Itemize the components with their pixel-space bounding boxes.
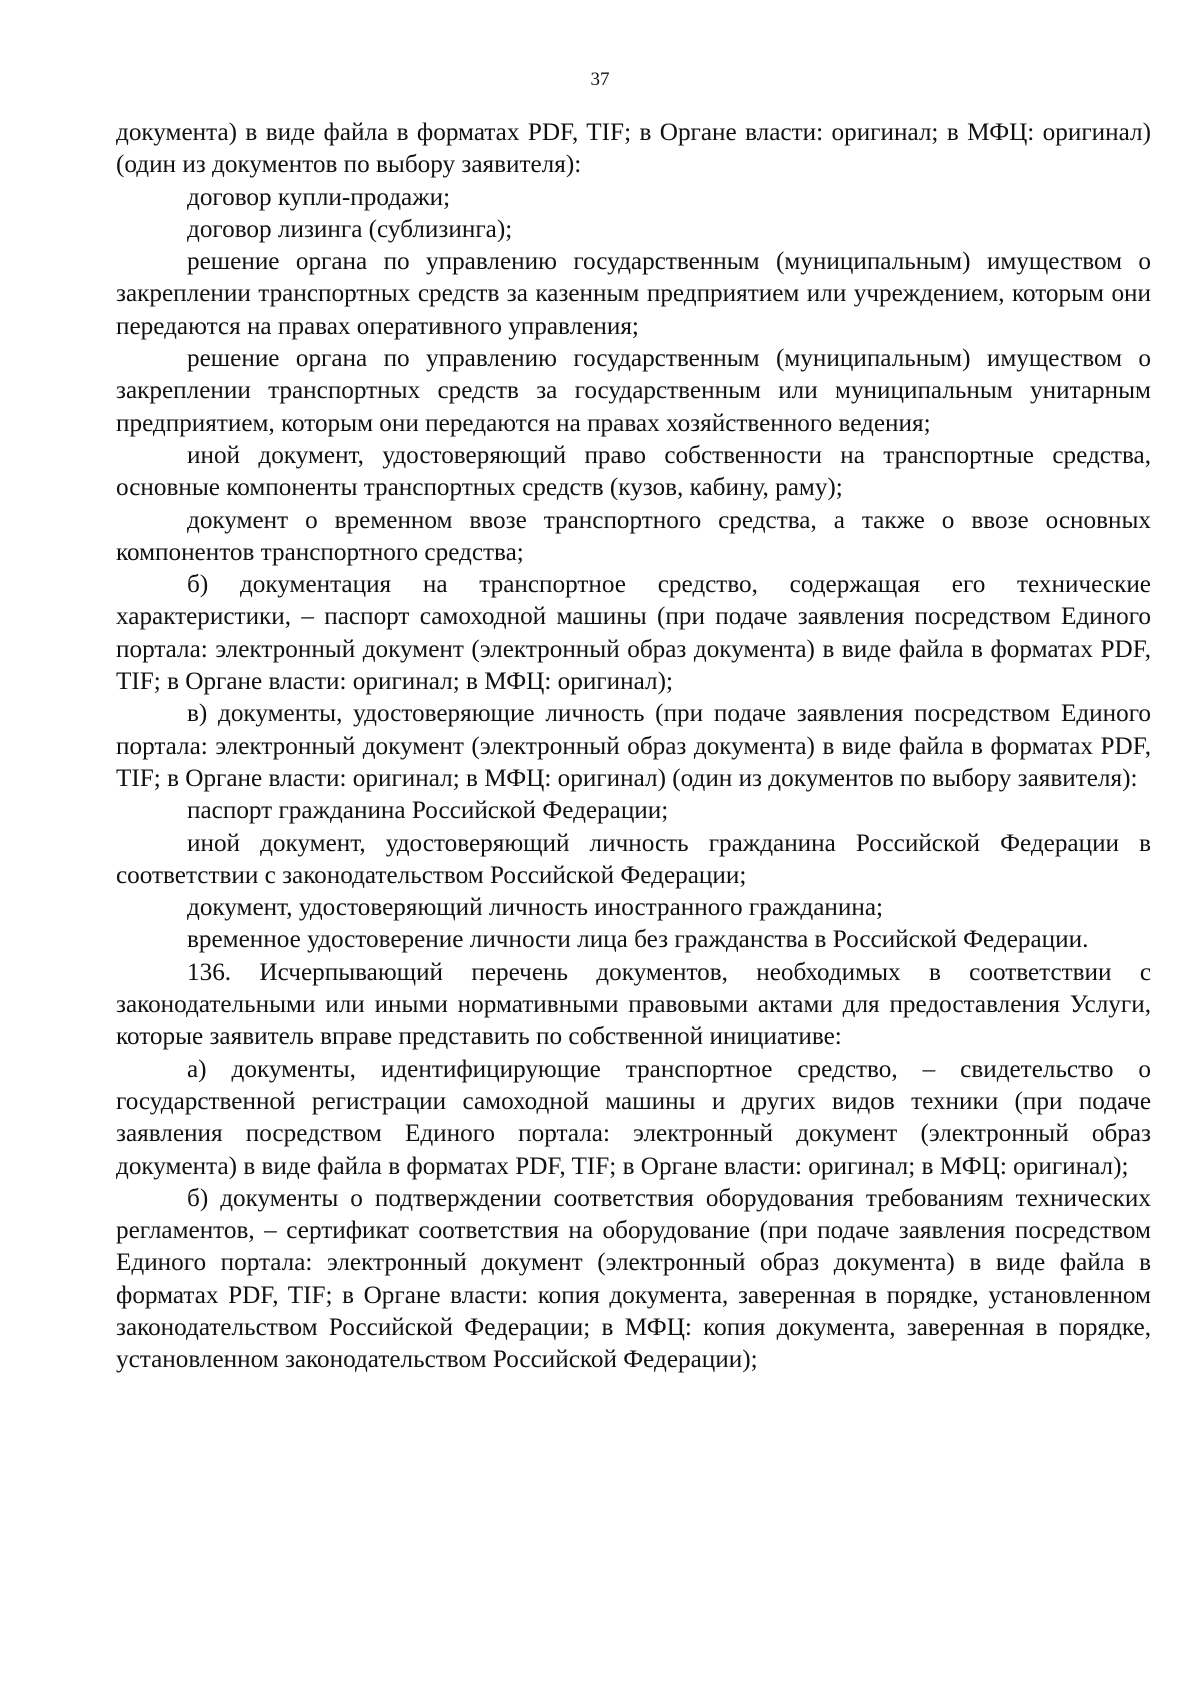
list-item-other-identity-document: иной документ, удостоверяющий личность гражданина Российской Федерации в соответствии с законодательством Российской Федерации; — [116, 829, 1151, 889]
list-item-decision-economic-management: решение органа по управлению государственным (муниципальным) имуществом о закреплении транспортных средств за государственным или муниципальным унитарным предприятием, которым они передаются на правах хозяйственного ведения; — [116, 345, 1151, 437]
paragraph-item-a-registration-certificate: а) документы, идентифицирующие транспортное средство, – свидетельство о государственной регистрации самоходной машины и других видов техники (при подаче заявления посредством Единого портала: электронный документ (электронный образ документа) в виде файла в форматах PDF, TIF; в Органе власти: оригинал; в МФЦ: оригинал); — [116, 1055, 1151, 1180]
paragraph-item-v-identity-documents: в) документы, удостоверяющие личность (при подаче заявления посредством Единого портала: электронный документ (электронный образ документа) в виде файла в форматах PDF, TIF; в Органе власти: оригинал; в МФЦ: оригинал) (один из документов по выбору заявителя): — [116, 700, 1151, 792]
list-item-temporary-identity-certificate: временное удостоверение личности лица без гражданства в Российской Федерации. — [187, 926, 1089, 954]
list-item-temporary-import-document: документ о временном ввозе транспортного средства, а также о ввозе основных компонентов транспортного средства; — [116, 506, 1151, 566]
paragraph-continuation: документа) в виде файла в форматах PDF, TIF; в Органе власти: оригинал; в МФЦ: оригинал) (один из документов по выбору заявителя): — [116, 119, 1151, 179]
page-number: 37 — [590, 69, 610, 90]
list-item-sale-contract: договор купли-продажи; — [187, 183, 451, 211]
paragraph-item-b-vehicle-documentation: б) документация на транспортное средство, содержащая его технические характеристики, – паспорт самоходной машины (при подаче заявления посредством Единого портала: электронный документ (электронный образ документа) в виде файла в форматах PDF, TIF; в Органе власти: оригинал; в МФЦ: оригинал); — [116, 571, 1151, 696]
list-item-leasing-contract: договор лизинга (сублизинга); — [187, 215, 513, 243]
list-item-decision-operational-management: решение органа по управлению государственным (муниципальным) имуществом о закреплении транспортных средств за казенным предприятием или учреждением, которым они передаются на правах оперативного управления; — [116, 248, 1151, 340]
list-item-passport: паспорт гражданина Российской Федерации; — [187, 797, 669, 825]
list-item-foreign-citizen-document: документ, удостоверяющий личность иностранного гражданина; — [187, 894, 884, 922]
paragraph-item-b-conformity-certificate: б) документы о подтверждении соответствия оборудования требованиям технических регламентов, – сертификат соответствия на оборудование (при подаче заявления посредством Единого портала: электронный документ (электронный образ документа) в виде файла в форматах PDF, TIF; в Органе власти: копия документа, заверенная в порядке, установленном законодательством Российской Федерации; в МФЦ: копия документа, заверенная в порядке, установленном законодательством Российской Федерации); — [116, 1184, 1151, 1374]
list-item-other-ownership-document: иной документ, удостоверяющий право собственности на транспортные средства, основные компоненты транспортных средств (кузов, кабину, раму); — [116, 441, 1151, 502]
paragraph-136: 136. Исчерпывающий перечень документов, необходимых в соответствии с законодательными или иными нормативными правовыми актами для предоставления Услуги, которые заявитель вправе представить по собственной инициативе: — [116, 958, 1151, 1051]
document-body — [116, 117, 1151, 1377]
